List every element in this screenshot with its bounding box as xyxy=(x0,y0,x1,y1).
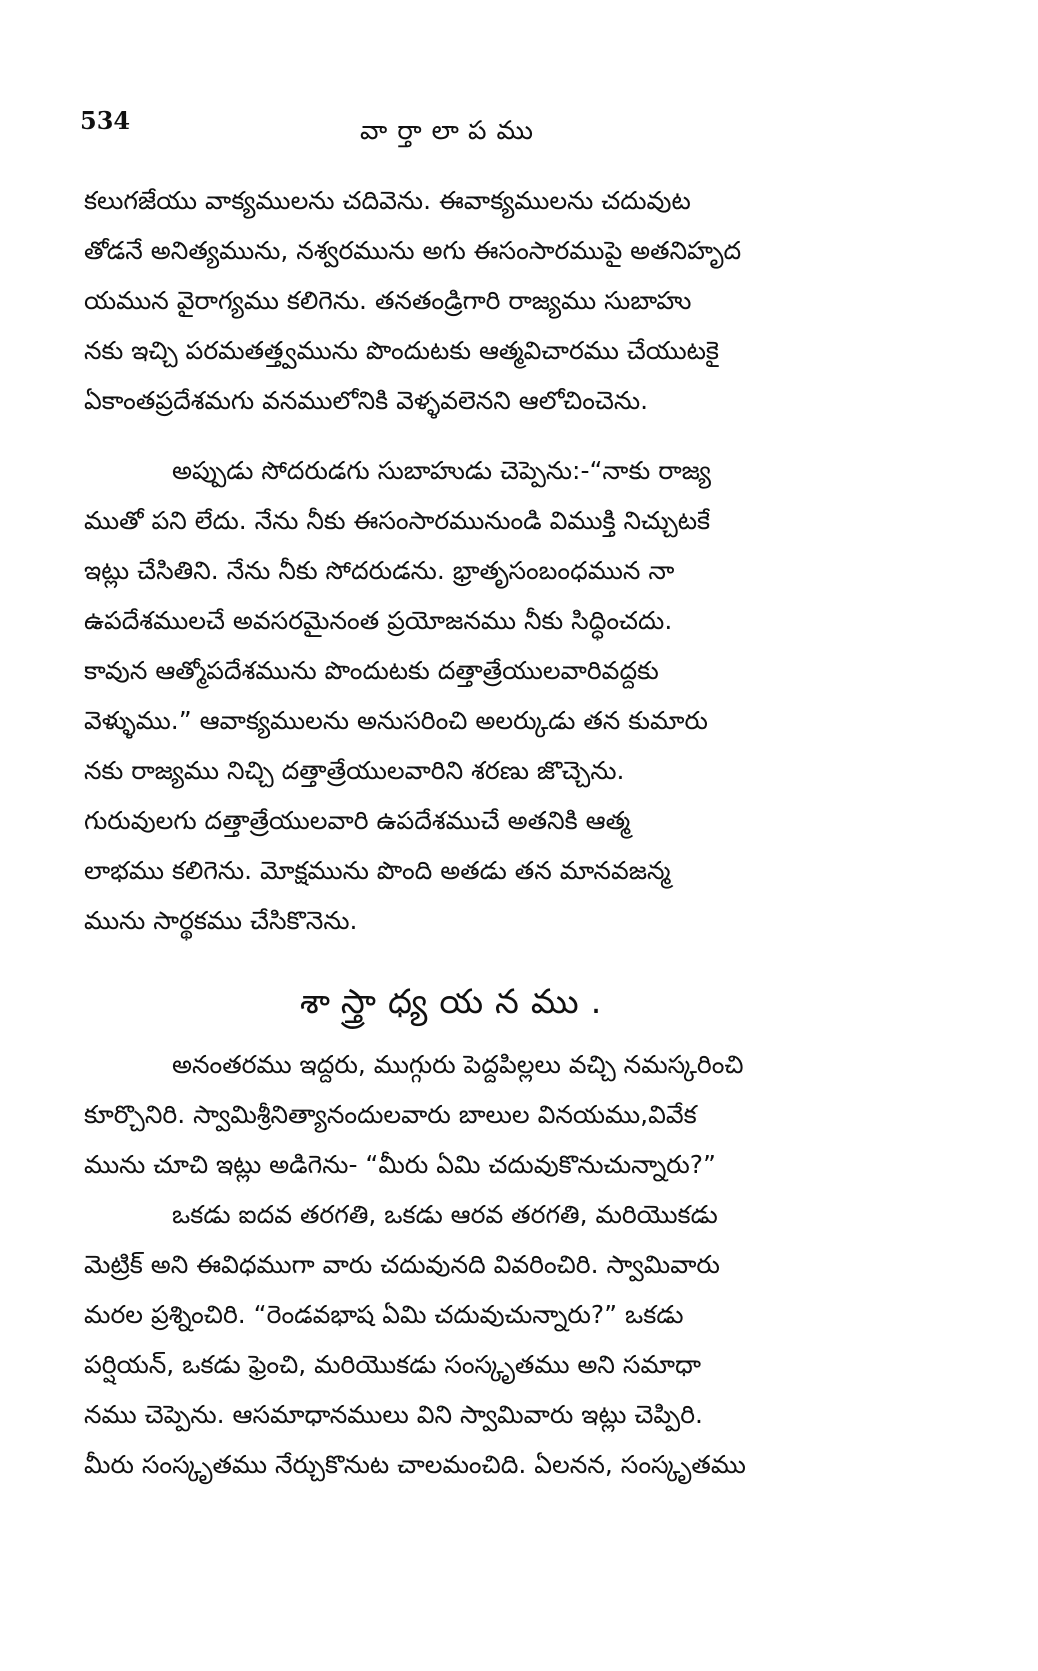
text-line: అనంతరము ఇద్దరు, ముగ్గురు పెద్దపిల్లలు వచ్చి నమస్కరించి xyxy=(172,1050,744,1079)
text-line: మరల ప్రశ్నించిరి. “రెండవభాష ఏమి చదువుచున్నారు?” ఒకడు xyxy=(84,1300,684,1329)
text-line: కావున ఆత్మోపదేశమును పొందుటకు దత్తాత్రేయులవారివద్దకు xyxy=(84,656,659,685)
text-line: పర్షియన్, ఒకడు ఫ్రెంచి, మరియొకడు సంస్కృతము అని సమాధా xyxy=(84,1350,701,1379)
text-line: ముతో పని లేదు. నేను నీకు ఈసంసారమునుండి విముక్తి నిచ్చుటకే xyxy=(84,506,711,535)
text-line: మును చూచి ఇట్లు అడిగెను- “మీరు ఏమి చదువుకొనుచున్నారు?” xyxy=(84,1150,717,1179)
text-line: నకు ఇచ్చి పరమతత్త్వమును పొందుటకు ఆత్మవిచారము చేయుటకై xyxy=(84,336,719,365)
text-line: కలుగజేయు వాక్యములను చదివెను. ఈవాక్యములను చదువుట xyxy=(84,186,691,215)
text-line: తోడనే అనిత్యమును, నశ్వరమును అగు ఈసంసారముపై అతనిహృద xyxy=(84,236,742,265)
text-line: నకు రాజ్యము నిచ్చి దత్తాత్రేయులవారిని శరణు జొచ్చెను. xyxy=(84,756,625,785)
text-line: ఉపదేశములచే అవసరమైనంత ప్రయోజనము నీకు సిద్ధించదు. xyxy=(84,606,673,635)
text-line: ఇట్లు చేసితిని. నేను నీకు సోదరుడను. భ్రాతృసంబంధమున నా xyxy=(84,556,675,585)
running-title: వార్తాలాపము xyxy=(360,116,544,146)
text-line: గురువులగు దత్తాత్రేయులవారి ఉపదేశముచే అతనికి ఆత్మ xyxy=(84,806,631,835)
text-line: వెళ్ళుము.” ఆవాక్యములను అనుసరించి అలర్కుడు తన కుమారు xyxy=(84,706,708,735)
text-line: ఒకడు ఐదవ తరగతి, ఒకడు ఆరవ తరగతి, మరియొకడు xyxy=(172,1200,718,1229)
page-number: 534 xyxy=(80,106,131,135)
text-line: మును సార్థకము చేసికొనెను. xyxy=(84,906,358,935)
text-line: యమున వైరాగ్యము కలిగెను. తనతండ్రిగారి రాజ్యము సుబాహు xyxy=(84,286,692,315)
text-line: లాభము కలిగెను. మోక్షమును పొంది అతడు తన మానవజన్మ xyxy=(84,856,671,885)
text-line: నము చెప్పెను. ఆసమాధానములు విని స్వామివారు ఇట్లు చెప్పిరి. xyxy=(84,1400,703,1429)
paragraph-3 xyxy=(84,1040,934,1490)
text-line: మీరు సంస్కృతము నేర్చుకొనుట చాలమంచిది. ఏలనన, సంస్కృతము xyxy=(84,1450,746,1479)
text-line: కూర్చొనిరి. స్వామిశ్రీనిత్యానందులవారు బాలుల వినయము,వివేక xyxy=(84,1100,697,1129)
text-line: ఏకాంతప్రదేశమగు వనములోనికి వెళ్ళవలెనని ఆలోచించెను. xyxy=(84,386,649,415)
text-line: అప్పుడు సోదరుడగు సుబాహుడు చెప్పెను:-“నాకు రాజ్య xyxy=(172,456,711,485)
section-heading: శాస్త్రాధ్యయనము. xyxy=(300,982,614,1022)
paragraph-2 xyxy=(84,446,934,946)
paragraph-1 xyxy=(84,176,934,426)
text-line: మెట్రిక్ అని ఈవిధముగా వారు చదువునది వివరించిరి. స్వామివారు xyxy=(84,1250,720,1279)
